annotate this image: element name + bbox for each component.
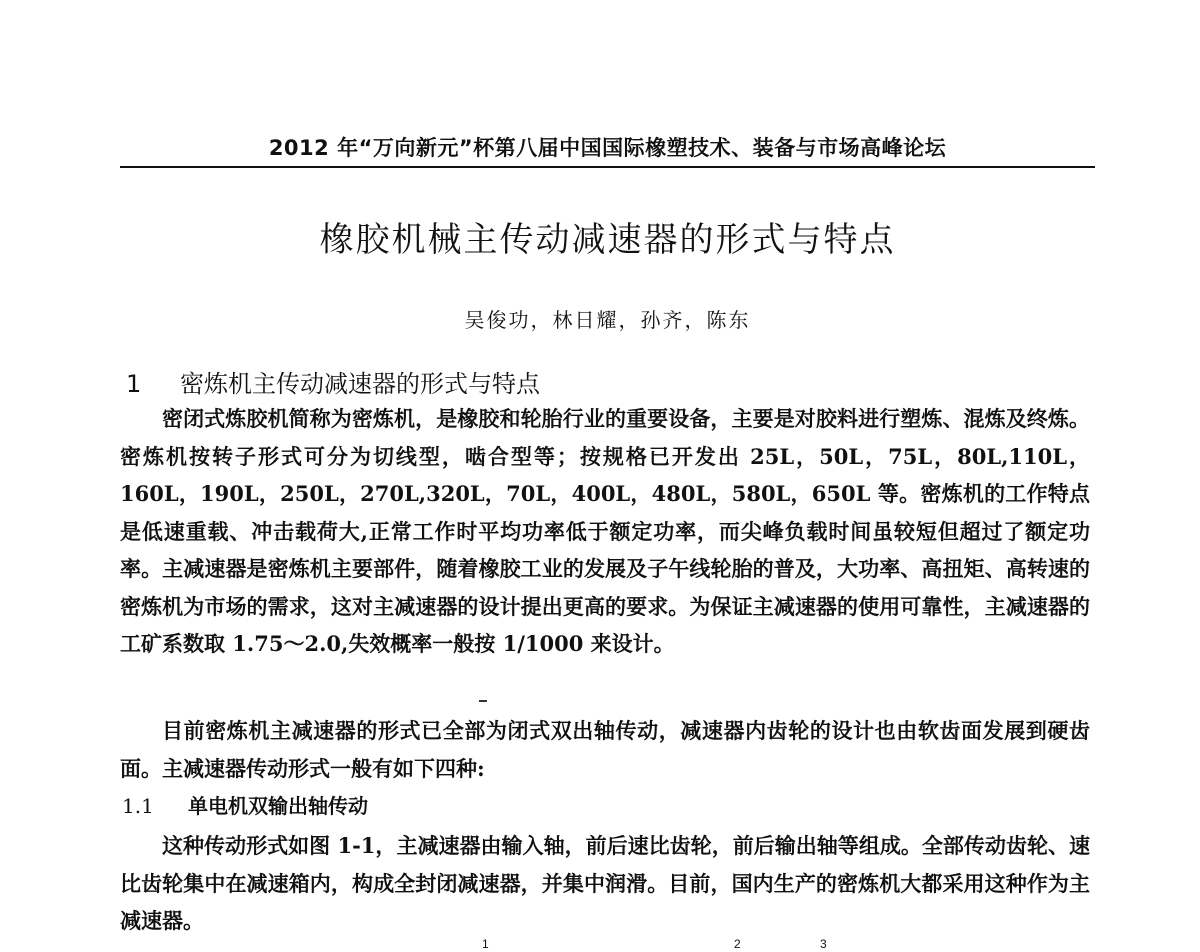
paragraph-1: 密闭式炼胶机简称为密炼机，是橡胶和轮胎行业的重要设备，主要是对胶料进行塑炼、混炼及终炼。密炼机按转子形式可分为切线型，啮合型等；按规格已开发出 25L，50L，75L，80L,110L，160L，190L，250L，270L,320L，70L，400L，480L，580L，650L 等。密炼机的工作特点是低速重载、冲击载荷大,正常工作时平均功率低于额定功率，而尖峰负载时间虽较短但超过了额定功率。主减速器是密炼机主要部件，随着橡胶工业的发展及子午线轮胎的普及，大功率、高扭矩、高转速的密炼机为市场的需求，这对主减速器的设计提出更高的要求。为保证主减速器的使用可靠性，主减速器的工矿系数取 1.75～2.0,失效概率一般按 1/1000 来设计。: [120, 406, 1090, 656]
figure-label-2: 2: [734, 937, 741, 951]
subsection-number: 1.1: [122, 794, 154, 818]
conference-header: 2012 年“万向新元”杯第八届中国国际橡塑技术、装备与市场高峰论坛: [268, 136, 947, 160]
section-number: 1: [126, 370, 142, 398]
section-1-1-heading: [122, 790, 368, 819]
paragraph-3: 这种传动形式如图 1-1，主减速器由输入轴，前后速比齿轮，前后输出轴等组成。全部传动齿轮、速比齿轮集中在减速箱内，构成全封闭减速器，并集中润滑。目前，国内生产的密炼机大都采用这种作为主减速器。: [120, 833, 1090, 933]
figure-label-3: 3: [820, 937, 827, 951]
subsection-title: 单电机双输出轴传动: [188, 794, 368, 818]
paragraph-2: 目前密炼机主减速器的形式已全部为闭式双出轴传动，减速器内齿轮的设计也由软齿面发展到硬齿面。主减速器传动形式一般有如下四种:: [120, 718, 1090, 781]
paper-title: 橡胶机械主传动减速器的形式与特点: [319, 220, 896, 260]
header-rule: [120, 166, 1095, 168]
figure-label-1: 1: [482, 937, 489, 951]
section-1-heading: [126, 364, 540, 399]
section-title: 密炼机主传动减速器的形式与特点: [180, 370, 540, 398]
stray-mark: [479, 700, 487, 702]
paper-authors: 吴俊功，林日耀，孙齐，陈东: [464, 308, 751, 332]
